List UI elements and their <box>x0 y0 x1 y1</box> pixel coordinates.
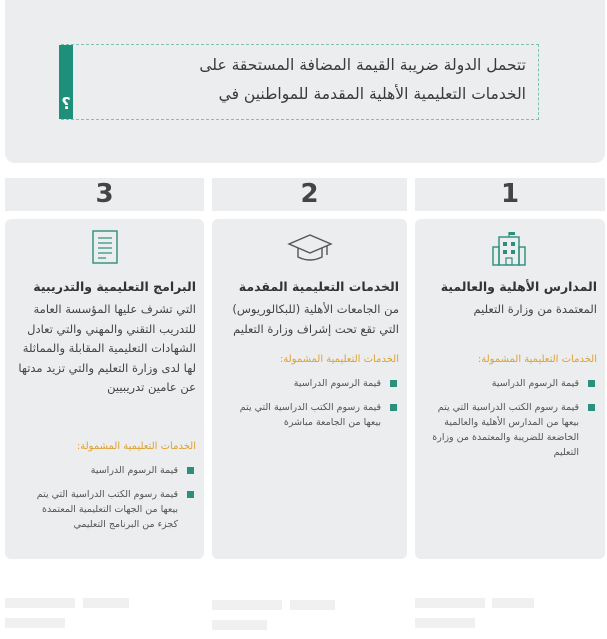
question-text <box>86 51 526 109</box>
column-number-2: 2 <box>212 178 407 211</box>
services-list <box>427 376 595 469</box>
services-title: الخدمات التعليمية المشمولة: <box>477 354 597 365</box>
list-item: قيمة رسوم الكتب الدراسية التي يتم بيعها من الجامعة مباشرة <box>225 400 397 430</box>
footer-placeholder <box>212 620 267 630</box>
footer-placeholder <box>5 618 65 628</box>
services-list <box>19 463 194 541</box>
footer-placeholder <box>415 598 485 608</box>
question-accent-bar <box>59 45 73 119</box>
card-title: البرامج التعليمية والتدريبية <box>33 279 196 294</box>
list-item: قيمة رسوم الكتب الدراسية التي يتم بيعها من الجهات التعليمية المعتمدة كجزء من البرنامج التعليمي <box>19 487 194 532</box>
services-list <box>225 376 397 439</box>
question-mark-icon: ؟ <box>61 94 71 113</box>
card-description: التي تشرف عليها المؤسسة العامة للتدريب التقني والمهني والتي تعادل الشهادات التعليمية المقابلة والمماثلة لها لدى وزارة التعليم والتي تزيد مدتها عن عامين تدريبيين <box>18 302 196 394</box>
services-title: الخدمات التعليمية المشمولة: <box>279 354 399 365</box>
card-title: الخدمات التعليمية المقدمة <box>238 279 399 294</box>
footer-placeholder <box>212 600 282 610</box>
school-building-icon <box>491 231 527 267</box>
bullet-square-icon <box>187 491 194 498</box>
column-number-3: 3 <box>5 178 204 211</box>
question-line-1: تتحمل الدولة ضريبة القيمة المضافة المستحقة على <box>199 56 526 74</box>
column-number-1: 1 <box>415 178 605 211</box>
bullet-square-icon <box>390 404 397 411</box>
question-header <box>5 0 605 163</box>
footer-placeholder <box>492 598 534 608</box>
list-item: قيمة الرسوم الدراسية <box>19 463 194 478</box>
document-icon <box>90 229 120 265</box>
card-title: المدارس الأهلية والعالمية <box>440 279 597 294</box>
question-box <box>61 44 539 120</box>
footer-placeholder <box>5 598 75 608</box>
footer-placeholder <box>415 618 475 628</box>
card-training-programs <box>5 219 204 559</box>
bullet-square-icon <box>187 467 194 474</box>
list-item: قيمة الرسوم الدراسية <box>225 376 397 391</box>
services-title: الخدمات التعليمية المشمولة: <box>76 441 196 452</box>
list-item: قيمة الرسوم الدراسية <box>427 376 595 391</box>
bullet-square-icon <box>588 404 595 411</box>
card-private-schools <box>415 219 605 559</box>
card-description: من الجامعات الأهلية (للبكالوريوس) التي تقع تحت إشراف وزارة التعليم <box>232 302 399 336</box>
bullet-square-icon <box>588 380 595 387</box>
card-universities <box>212 219 407 559</box>
question-line-2: الخدمات التعليمية الأهلية المقدمة للمواطنين في <box>218 85 526 103</box>
list-item: قيمة رسوم الكتب الدراسية التي يتم بيعها من المدارس الأهلية والعالمية الخاضعة للضريبة والمعتمدة من وزارة التعليم <box>427 400 595 460</box>
bullet-square-icon <box>390 380 397 387</box>
footer-placeholder <box>83 598 129 608</box>
graduation-cap-icon <box>287 233 333 263</box>
footer-placeholder <box>290 600 335 610</box>
card-description: المعتمدة من وزارة التعليم <box>473 302 597 316</box>
